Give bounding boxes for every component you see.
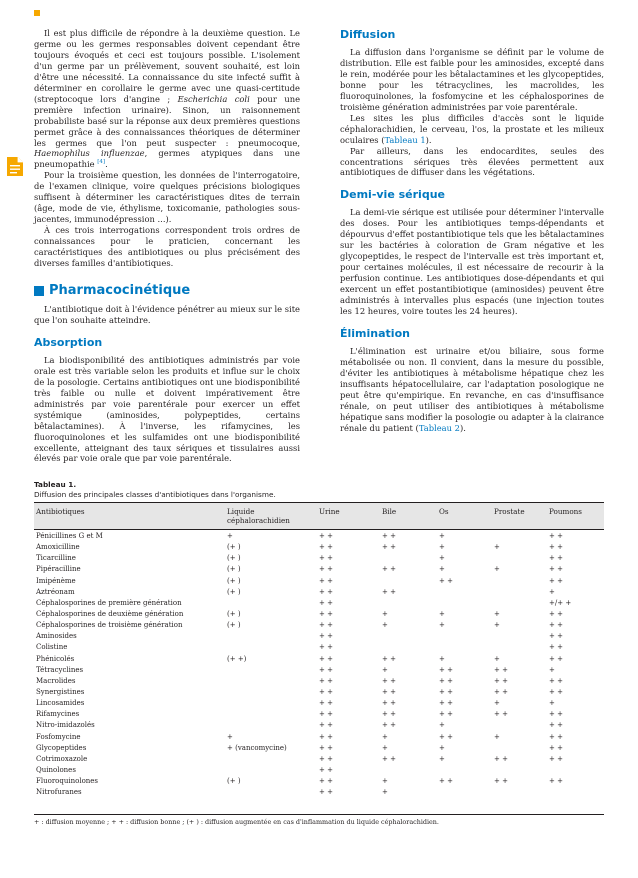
- table-cell-value: + +: [382, 587, 396, 596]
- column-header-prostate: Prostate: [494, 507, 525, 516]
- table-cell-value: + +: [319, 788, 333, 797]
- table-cell-value: +: [227, 532, 233, 540]
- table-cell-value: + +: [494, 754, 508, 763]
- column-header-antibiotics: Antibiotiques: [36, 507, 85, 516]
- table-cell-antibiotic: Céphalosporines de troisième génération: [36, 621, 183, 630]
- table-cell-value: (+ +): [227, 654, 247, 663]
- table-cell-value: + +: [382, 654, 396, 663]
- table-cell-value: + +: [549, 609, 563, 618]
- table-cell-value: (+ ): [227, 777, 241, 786]
- table-row: [34, 698, 604, 709]
- table-cell-value: + +: [549, 643, 563, 652]
- table-cell-value: +/+ +: [549, 598, 572, 607]
- table-cell-value: + +: [319, 710, 333, 719]
- table-row: [34, 732, 604, 743]
- table-cell-value: +: [439, 532, 445, 540]
- table-cell-value: + +: [319, 554, 333, 563]
- table-cell-value: +: [494, 654, 500, 663]
- table-cell-value: + +: [382, 721, 396, 730]
- table-row: [34, 576, 604, 587]
- document-icon[interactable]: [6, 156, 24, 177]
- table-cell-antibiotic: Tétracyclines: [36, 665, 84, 674]
- table-cell-value: + +: [439, 699, 453, 708]
- table1-link[interactable]: Tableau 1: [384, 134, 426, 145]
- table-cell-value: + +: [319, 687, 333, 696]
- table-cell-value: + +: [319, 699, 333, 708]
- left-column: [34, 28, 300, 464]
- paragraph-knowledge: À ces trois interrogations correspondent trois ordres de connaissances pour le praticien, concernant les caractéristiques des antibiotiques ou plus précisément des diverses familles d'antibiotiques.: [34, 225, 300, 269]
- table-row: [34, 620, 604, 631]
- table-cell-value: + +: [319, 587, 333, 596]
- paragraph-absorption: La biodisponibilité des antibiotiques administrés par voie orale est très variable selon les produits et influe sur le choix de la posologie. Certains antibiotiques ont une biodisponibilité très faible ou nulle et doivent impérativement être administrés par voie parentérale pour exercer un effet systémique (aminosides, polypeptides, certains bêtalactamines). À l'inverse, les rifamycines, les fluoroquinolones et les sulfamides ont une biodisponibilité excellente, atteignant des taux sériques et tissulaires aussi élevés par voie orale que par voie parentérale.: [34, 354, 300, 464]
- table-cell-value: + +: [382, 754, 396, 763]
- table-cell-value: + +: [319, 565, 333, 574]
- table-cell-value: + +: [382, 710, 396, 719]
- table-cell-value: +: [439, 654, 445, 663]
- table-row: [34, 765, 604, 776]
- table-cell-value: +: [439, 754, 445, 763]
- table-header: [34, 502, 604, 530]
- table-cell-value: + +: [319, 743, 333, 752]
- table-cell-value: +: [439, 621, 445, 630]
- table-cell-value: + +: [382, 687, 396, 696]
- table-cell-value: +: [549, 587, 555, 596]
- table-cell-value: +: [382, 788, 388, 797]
- paragraph-half-life: La demi-vie sérique est utilisée pour déterminer l'intervalle des doses. Pour les antibiotiques temps-dépendants et dépourvus d'effet postantibiotique tels que les bêtalactamines sur les bactéries à coloration de Gram négative et les glycopeptides, le respect de l'intervalle est très important et, pour certaines molécules, il est nécessaire de recourir à la perfusion continue. Les antibiotiques dose-dépendants et qui exercent un effet postantibiotique (aminosides) peuvent être administrés à intervalles plus espacés (une injection toutes les 12 heures, voire toutes les 24 heures).: [340, 207, 604, 317]
- table-cell-value: +: [227, 732, 233, 741]
- table-cell-value: + +: [549, 754, 563, 763]
- table-cell-value: +: [382, 732, 388, 741]
- table-cell-value: + +: [319, 721, 333, 730]
- column-header-csf: Liquide céphalorachidien: [227, 507, 290, 525]
- table-row: [34, 709, 604, 720]
- paragraph-diffusion: La diffusion dans l'organisme se définit par le volume de distribution. Elle est faible pour les aminosides, excepté dans le rein, modérée pour les bêtalactamines et les glycopeptides, bonne pour les tétracyclines, les macrolides, les fluoroquinolones, la fosfomycine et les céphalosporines de troisième génération administrées par voie parentérale.: [340, 47, 604, 112]
- table-cell-value: + +: [494, 710, 508, 719]
- table-cell-value: + +: [319, 609, 333, 618]
- column-header-urine: Urine: [319, 507, 340, 516]
- table-cell-value: + +: [549, 565, 563, 574]
- table-cell-value: +: [494, 699, 500, 708]
- table-row: [34, 776, 604, 787]
- table-cell-value: + +: [549, 676, 563, 685]
- table-row: [34, 587, 604, 598]
- table-cell-antibiotic: Pénicillines G et M: [36, 532, 103, 540]
- table-cell-antibiotic: Aztréonam: [36, 587, 75, 596]
- table-caption-text: Diffusion des principales classes d'antibiotiques dans l'organisme.: [34, 490, 276, 499]
- table-cell-value: +: [382, 609, 388, 618]
- table-cell-value: + +: [549, 554, 563, 563]
- table-cell-value: +: [439, 609, 445, 618]
- table-cell-value: + +: [439, 676, 453, 685]
- section-marker-square: [34, 10, 40, 16]
- table-cell-value: + +: [549, 654, 563, 663]
- table-cell-value: + +: [382, 543, 396, 552]
- table-cell-antibiotic: Quinolones: [36, 765, 76, 774]
- table-cell-value: + +: [319, 654, 333, 663]
- table-row: [34, 564, 604, 575]
- table-cell-value: + +: [494, 777, 508, 786]
- table-cell-antibiotic: Cotrimoxazole: [36, 754, 88, 763]
- table-cell-value: + +: [319, 576, 333, 585]
- table-label: Tableau 1.: [34, 480, 77, 489]
- table-row: [34, 598, 604, 609]
- table-cell-value: + +: [319, 665, 333, 674]
- table-cell-value: + +: [382, 699, 396, 708]
- subsection-title-diffusion: Diffusion: [340, 28, 396, 41]
- table-caption: [34, 480, 604, 500]
- table-cell-antibiotic: Céphalosporines de première génération: [36, 598, 182, 607]
- table2-link[interactable]: Tableau 2: [418, 422, 460, 433]
- table-row: [34, 542, 604, 553]
- table-cell-value: +: [382, 743, 388, 752]
- table-cell-value: +: [382, 777, 388, 786]
- table-row: [34, 754, 604, 765]
- table-cell-antibiotic: Macrolides: [36, 676, 76, 685]
- table-cell-value: + +: [549, 687, 563, 696]
- table-cell-antibiotic: Ticarcilline: [36, 554, 76, 563]
- table-cell-antibiotic: Aminosides: [36, 632, 77, 641]
- table-cell-value: (+ ): [227, 543, 241, 552]
- table-cell-antibiotic: Rifamycines: [36, 710, 80, 719]
- table-cell-value: + +: [549, 743, 563, 752]
- table-cell-value: + +: [439, 576, 453, 585]
- table-cell-value: +: [494, 609, 500, 618]
- table-row: [34, 743, 604, 754]
- table-row: [34, 531, 604, 542]
- table-cell-value: + +: [549, 543, 563, 552]
- paragraph-diffusion-sites: Les sites les plus difficiles d'accès sont le liquide céphalorachidien, le cerveau, l'os, la prostate et les milieux oculaires (Tableau 1).: [340, 112, 604, 145]
- heading-square-icon: [34, 286, 44, 296]
- table-cell-value: +: [439, 721, 445, 730]
- table-cell-value: +: [494, 543, 500, 552]
- table-cell-value: + +: [439, 732, 453, 741]
- table-cell-antibiotic: Colistine: [36, 643, 68, 652]
- table-cell-value: +: [439, 565, 445, 574]
- section-title-pharmacokinetics: Pharmacocinétique: [34, 283, 300, 299]
- table-cell-value: + +: [439, 777, 453, 786]
- table-cell-value: +: [382, 621, 388, 630]
- table-row: [34, 642, 604, 653]
- subsection-title-absorption: Absorption: [34, 335, 103, 349]
- table-cell-value: + +: [319, 532, 333, 540]
- table-cell-value: + +: [549, 732, 563, 741]
- table-cell-value: +: [439, 543, 445, 552]
- table-body: [34, 531, 604, 798]
- table-cell-value: + +: [494, 687, 508, 696]
- table-cell-value: + +: [319, 754, 333, 763]
- table-row: [34, 787, 604, 798]
- table-cell-antibiotic: Nitrofuranes: [36, 788, 82, 797]
- column-header-bone: Os: [439, 507, 449, 516]
- table-cell-value: +: [549, 665, 555, 674]
- table-row: [34, 654, 604, 665]
- subsection-title-elimination: Élimination: [340, 326, 410, 340]
- table-cell-value: + +: [549, 621, 563, 630]
- table-cell-value: + +: [319, 598, 333, 607]
- table-cell-value: +: [382, 665, 388, 674]
- table-cell-value: + +: [494, 665, 508, 674]
- table-cell-value: + +: [439, 665, 453, 674]
- table-row: [34, 720, 604, 731]
- table-cell-antibiotic: Lincosamides: [36, 699, 85, 708]
- table-cell-value: + +: [319, 732, 333, 741]
- subsection-title-half-life: Demi-vie sérique: [340, 188, 445, 202]
- column-header-bile: Bile: [382, 507, 397, 516]
- table-cell-value: +: [494, 565, 500, 574]
- table-cell-antibiotic: Imipénème: [36, 576, 76, 585]
- paragraph-endocarditis: Par ailleurs, dans les endocardites, seules des concentrations sériques très élevées permettent aux antibiotiques de diffuser dans les végétations.: [340, 145, 604, 178]
- paragraph-terrain: Pour la troisième question, les données de l'interrogatoire, de l'examen clinique, voire quelques précisions biologiques suffisent à déterminer les caractéristiques dites de terrain (âge, mode de vie, éthylisme, toxicomanie, pathologies sous-jacentes, immunodépression ...).: [34, 170, 300, 225]
- table-row: [34, 687, 604, 698]
- table-cell-value: + +: [382, 676, 396, 685]
- table-cell-value: (+ ): [227, 609, 241, 618]
- table-cell-value: +: [494, 732, 500, 741]
- table-cell-value: + +: [439, 687, 453, 696]
- table-cell-value: +: [549, 699, 555, 708]
- table-cell-value: + +: [549, 777, 563, 786]
- table-cell-antibiotic: Glycopeptides: [36, 743, 87, 752]
- table-cell-value: + +: [494, 676, 508, 685]
- table-cell-value: (+ ): [227, 621, 241, 630]
- paragraph-elimination: L'élimination est urinaire et/ou biliaire, sous forme métabolisée ou non. Il convient, dans la mesure du possible, d'éviter les antibiotiques à métabolisme hépatique chez les insuffisants hépatocellulaire, car l'adaptation posologique ne peut être qu'empirique. En revanche, en cas d'insuffisance rénale, on peut utiliser des antibiotiques à métabolisme hépatique sans modifier la posologie ou adapter à la clairance rénale du patient (Tableau 2).: [340, 345, 604, 433]
- table-cell-value: + +: [319, 676, 333, 685]
- table-cell-value: + +: [319, 543, 333, 552]
- table-cell-value: + +: [549, 721, 563, 730]
- table-cell-value: + +: [319, 643, 333, 652]
- table-cell-value: + +: [382, 532, 396, 540]
- table-row: [34, 553, 604, 564]
- right-column: [340, 28, 604, 434]
- table-cell-value: + +: [549, 632, 563, 641]
- paragraph-pharma-intro: L'antibiotique doit à l'évidence pénétrer au mieux sur le site que l'on souhaite atteindre.: [34, 303, 300, 325]
- table-row: [34, 676, 604, 687]
- table-cell-value: + +: [549, 710, 563, 719]
- table-cell-value: (+ ): [227, 554, 241, 563]
- table-cell-value: (+ ): [227, 587, 241, 596]
- table-cell-value: + +: [549, 532, 563, 540]
- table-cell-value: +: [439, 743, 445, 752]
- table-cell-antibiotic: Fosfomycine: [36, 732, 81, 741]
- table-cell-antibiotic: Phénicolés: [36, 654, 75, 663]
- table-cell-antibiotic: Amoxicilline: [36, 543, 80, 552]
- table-cell-value: + +: [549, 576, 563, 585]
- table-cell-value: (+ ): [227, 565, 241, 574]
- table-cell-antibiotic: Fluoroquinolones: [36, 777, 99, 786]
- table-cell-value: +: [494, 621, 500, 630]
- table-cell-value: + +: [382, 565, 396, 574]
- table-cell-antibiotic: Pipéracilline: [36, 565, 81, 574]
- table-cell-value: (+ ): [227, 576, 241, 585]
- reference-link[interactable]: [4]: [97, 159, 106, 166]
- table-cell-value: + +: [439, 710, 453, 719]
- column-header-lungs: Poumons: [549, 507, 582, 516]
- table-row: [34, 609, 604, 620]
- table-cell-value: + (vancomycine): [227, 743, 287, 752]
- table-row: [34, 665, 604, 676]
- table-cell-value: + +: [319, 621, 333, 630]
- table-cell-value: + +: [319, 777, 333, 786]
- table-cell-value: + +: [319, 765, 333, 774]
- table-cell-value: + +: [319, 632, 333, 641]
- table-row: [34, 631, 604, 642]
- paragraph-germs: Il est plus difficile de répondre à la deuxième question. Le germe ou les germes responsables doivent cependant être toujours évoqués et ceci est toujours possible. L'isolement d'un germe par un prélèvement, souvent souhaité, est loin d'être une nécessité. La connaissance du site infecté suffit à déterminer en corollaire le germe avec une quasi-certitude (streptocoque lors d'angine ; Escherichia coli pour une première infection urinaire). Sinon, un raisonnement probabiliste basé sur la réponse aux deux premières questions permet grâce à des connaissances théoriques de déterminer les germes que l'on peut suspecter : pneumocoque, Haemophilus influenzae, germes atypiques dans une pneumopathie [4].: [34, 28, 301, 170]
- table-footnote: + : diffusion moyenne ; + + : diffusion bonne ; (+ ) : diffusion augmentée en cas d'inflammation du liquide céphalorachidien.: [34, 814, 604, 827]
- table-cell-value: +: [439, 554, 445, 563]
- table-cell-antibiotic: Synergistines: [36, 687, 85, 696]
- table-cell-antibiotic: Nitro-imidazolés: [36, 721, 95, 730]
- table-cell-antibiotic: Céphalosporines de deuxième génération: [36, 609, 184, 618]
